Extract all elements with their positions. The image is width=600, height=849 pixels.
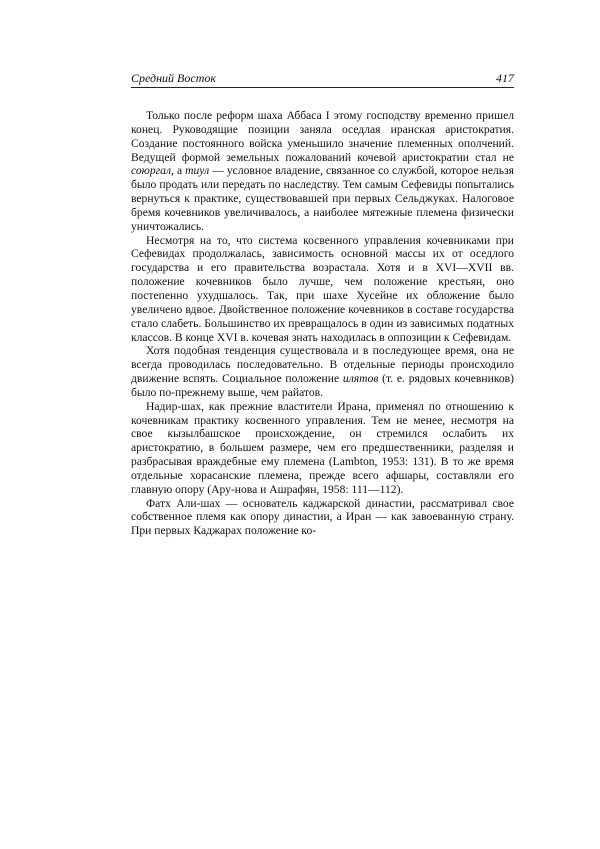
text-run: Надир-шах, как прежние властители Ирана, применял по отношению к кочевникам практику косвенного управления. Тем не менее, несмотря на свое кызылбашское происхождение, он стремился ослабить их аристократию, в большем размере, чем его предшественники, разделяя и разбрасывая враждебные ему племена (Lambton, 1953: 131). В то же время отдельные хорасанские племена, прежде всего афшары, составляли его главную опору (Ару-нова и Ашрафян, 1958: 111—112). [131,399,514,496]
body-text [131,109,514,538]
paragraph-1 [131,109,514,234]
text-run: Хотя подобная тенденция существовала и в последующее время, она не всегда проводилась последовательно. В отдельные периоды происходило движение вспять. Социальное положение [131,344,514,386]
paragraph-3 [131,344,514,399]
italic-term-soyurgal: союргал, [131,164,174,178]
running-header [131,71,514,88]
paragraph-2 [131,234,514,345]
text-run: а [173,164,186,178]
text-run: — условное владение, связанное со службой, которое нельзя было продать или передать по наследству. Тем самым Сефевиды попытались вернуться к практике, существовавшей при первых Сельджуках. Налоговое бремя кочевников увеличивалось, а наиболее мятежные племена физически уничтожались. [131,164,514,233]
running-title: Средний Восток [131,71,216,85]
text-run: Несмотря на то, что система косвенного управления кочевниками при Сефевидах продолжалась, зависимость основной массы их от оседлого государства и его правительства возрастала. Хотя и в XVI—XVII вв. положение кочевников было лучше, чем положение крестьян, оно постепенно ухудшалось. Так, при шахе Хусейне их обложение было увеличено вдвое. Двойственное положение кочевников в составе государства стало слабеть. Большинство их превращалось в один из зависимых податных классов. В конце XVI в. кочевая знать находилась в оппозиции к Сефевидам. [131,233,514,344]
book-page [131,71,514,538]
paragraph-5 [131,497,514,539]
text-run: Фатх Али-шах — основатель каджарской династии, рассматривал свое собственное племя как опору династии, а Иран — как завоеванную страну. При первых Каджарах положение ко- [131,496,514,538]
text-run: Только после реформ шаха Аббаса I этому господству временно пришел конец. Руководящие позиции заняла оседлая иранская аристократия. Создание постоянного войска уменьшило значение племенных ополчений. Ведущей формой земельных пожалований кочевой аристократии стал не [131,109,514,164]
text-run: (т. е. рядовых кочевников) было по-прежнему выше, чем райатов. [131,372,514,399]
italic-term-ilyat: илятов [342,372,379,386]
page-number: 417 [496,71,514,85]
paragraph-4 [131,400,514,497]
italic-term-tiul: тиул [185,164,210,178]
